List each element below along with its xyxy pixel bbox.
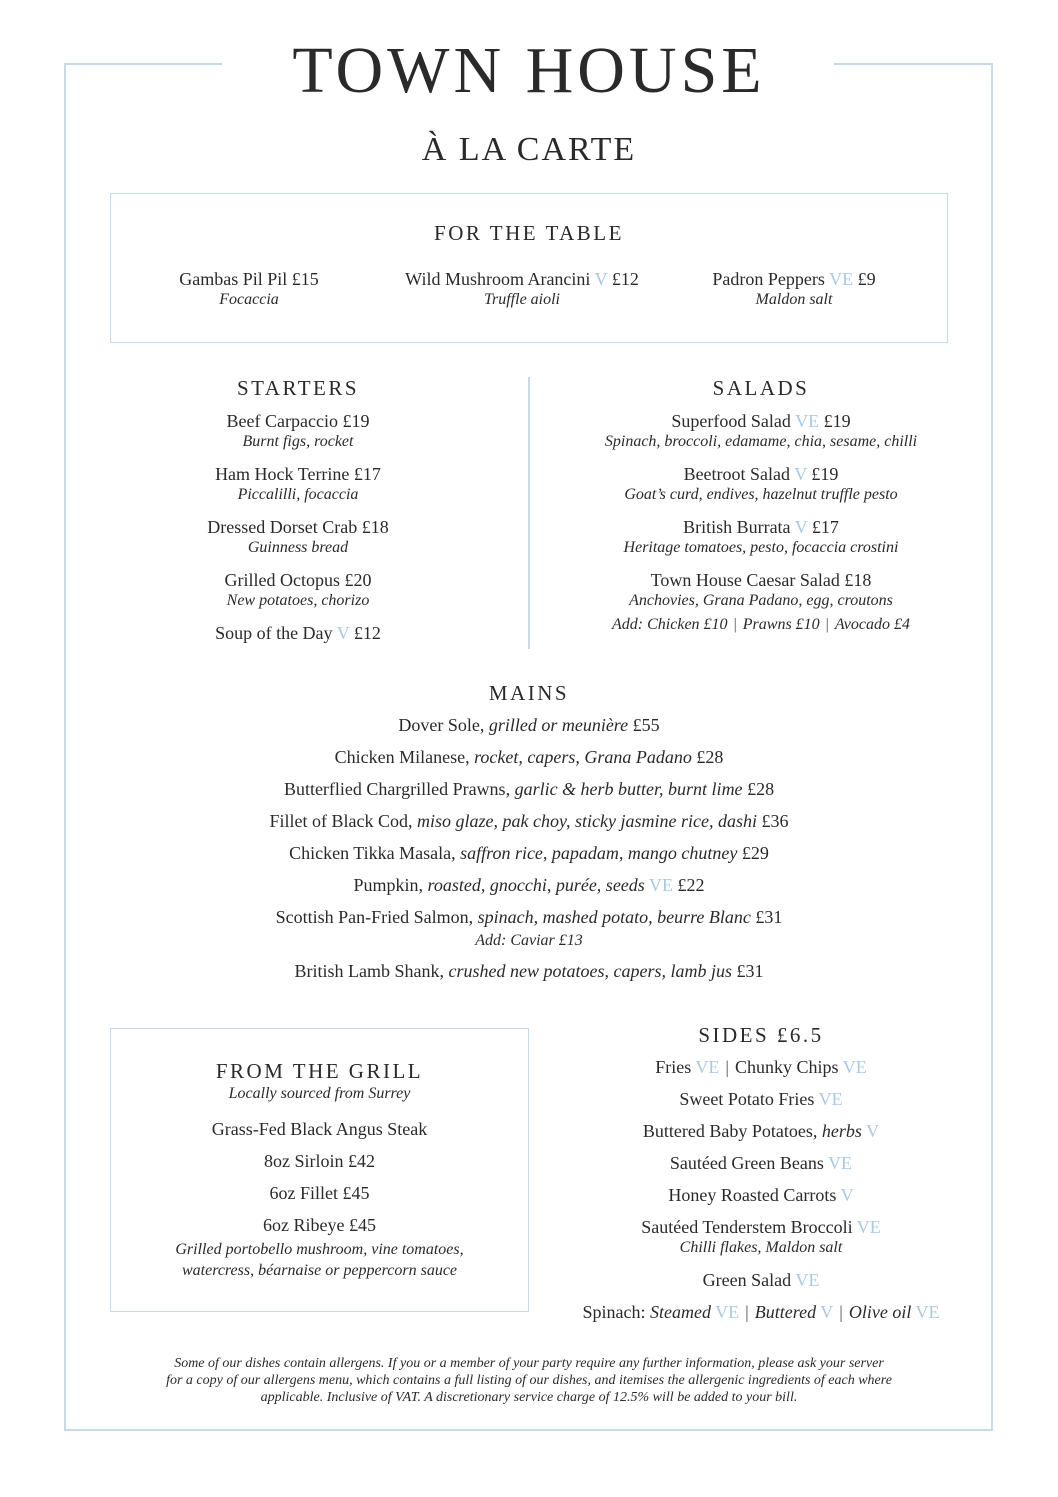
salad-item: Beetroot Salad V £19 Goat’s curd, endives, hazelnut truffle pesto — [624, 464, 898, 503]
mains-section — [110, 680, 948, 982]
table-item-arancini: Wild Mushroom Arancini V £12 Truffle aioli — [405, 269, 639, 308]
grill-cut: 6oz Fillet £45 — [269, 1183, 370, 1203]
for-the-table-heading: FOR THE TABLE — [434, 221, 624, 245]
salad-item: Superfood Salad VE £19 Spinach, broccoli, edamame, chia, sesame, chilli — [604, 411, 918, 450]
side-item: Sweet Potato Fries VE — [679, 1089, 843, 1109]
salads-section — [556, 375, 966, 635]
sides-heading: SIDES £6.5 — [698, 1023, 824, 1047]
main-item: Scottish Pan-Fried Salmon, spinach, mashed potato, beurre Blanc £31 — [275, 907, 783, 927]
main-item: Pumpkin, roasted, gnocchi, purée, seeds VE £22 — [353, 875, 705, 895]
salad-item: British Burrata V £17 Heritage tomatoes, pesto, focaccia crostini — [623, 517, 899, 556]
salads-heading: SALADS — [712, 376, 810, 400]
starter-item: Beef Carpaccio £19 Burnt figs, rocket — [226, 411, 370, 450]
grill-cut: 8oz Sirloin £42 — [264, 1151, 375, 1171]
mains-heading: MAINS — [488, 681, 570, 705]
main-item: Butterflied Chargrilled Prawns, garlic & herb butter, burnt lime £28 — [283, 779, 775, 799]
column-divider — [528, 377, 530, 649]
main-item: Fillet of Black Cod, miso glaze, pak choy, sticky jasmine rice, dashi £36 — [269, 811, 789, 831]
starter-item: Grilled Octopus £20 New potatoes, chorizo — [224, 570, 372, 609]
side-item: Sautéed Tenderstem Broccoli VE — [641, 1217, 881, 1237]
sides-section — [556, 1022, 966, 1323]
main-item: Chicken Milanese, rocket, capers, Grana Padano £28 — [334, 747, 724, 767]
side-item: Green Salad VE — [702, 1270, 820, 1290]
starter-item: Dressed Dorset Crab £18 Guinness bread — [207, 517, 389, 556]
side-item: Fries VE | Chunky Chips VE — [655, 1057, 867, 1077]
starters-section — [118, 375, 478, 655]
grill-heading: FROM THE GRILL — [215, 1059, 424, 1083]
table-item-padron: Padron Peppers VE £9 Maldon salt — [712, 269, 876, 308]
grill-desc: Grilled portobello mushroom, vine tomatoes, — [175, 1241, 464, 1258]
side-item: Buttered Baby Potatoes, herbs V — [642, 1121, 880, 1141]
broccoli-desc: Chilli flakes, Maldon salt — [679, 1239, 843, 1256]
allergen-notice: Some of our dishes contain allergens. If you or a member of your party require any further information, please ask your server for a copy of our allergens menu, which contains a full listing of our dishes, and itemises the allergenic ingredients of each where applicable. Inclusive of VAT. A discretionary service charge of 12.5% will be added to your bill. — [166, 1356, 892, 1405]
grill-cut: 6oz Ribeye £45 — [263, 1215, 376, 1235]
side-item-spinach: Spinach: Steamed VE | Buttered V | Olive oil VE — [582, 1302, 940, 1322]
grill-section — [110, 1058, 529, 1281]
salad-item: Town House Caesar Salad £18 Anchovies, Grana Padano, egg, croutons — [629, 570, 893, 609]
side-item: Sautéed Green Beans VE — [669, 1153, 853, 1173]
menu-subtitle: À LA CARTE — [421, 131, 637, 168]
side-item: Honey Roasted Carrots V — [668, 1185, 854, 1205]
main-item: British Lamb Shank, crushed new potatoes, capers, lamb jus £31 — [294, 961, 764, 981]
restaurant-title: TOWN HOUSE — [292, 34, 766, 107]
starter-item: Soup of the Day V £12 — [215, 623, 381, 643]
salmon-addon: Add: Caviar £13 — [475, 932, 583, 949]
grill-desc: watercress, béarnaise or peppercorn sauce — [181, 1262, 458, 1279]
table-item-gambas: Gambas Pil Pil £15 Focaccia — [179, 269, 319, 308]
starters-heading: STARTERS — [236, 376, 360, 400]
main-item: Chicken Tikka Masala, saffron rice, papadam, mango chutney £29 — [289, 843, 769, 863]
steak-title: Grass-Fed Black Angus Steak — [211, 1119, 428, 1139]
grill-subheading: Locally sourced from Surrey — [228, 1085, 411, 1102]
caesar-addons: Add: Chicken £10 | Prawns £10 | Avocado £4 — [612, 616, 910, 633]
starter-item: Ham Hock Terrine £17 Piccalilli, focaccia — [215, 464, 381, 503]
main-item: Dover Sole, grilled or meunière £55 — [398, 715, 660, 735]
